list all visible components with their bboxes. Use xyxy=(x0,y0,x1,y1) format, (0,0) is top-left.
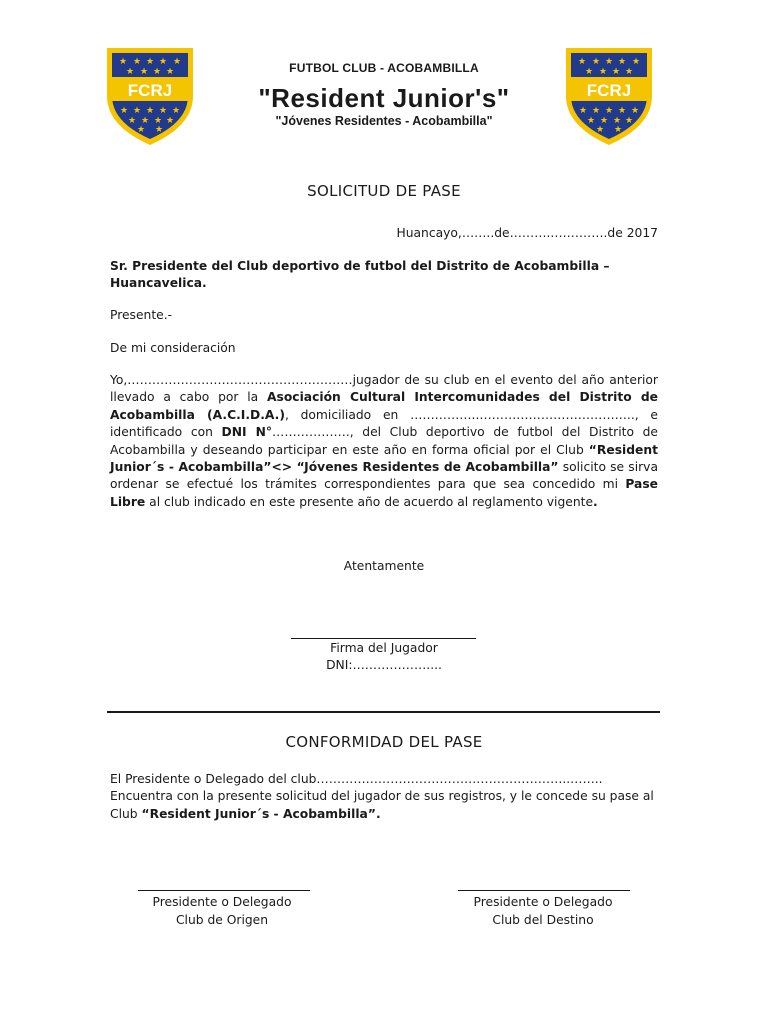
svg-text:★: ★ xyxy=(136,125,146,135)
conformidad-title: CONFORMIDAD DEL PASE xyxy=(285,733,483,751)
club-line: FUTBOL CLUB - ACOBAMBILLA xyxy=(289,61,479,75)
svg-text:★: ★ xyxy=(153,116,163,126)
svg-text:★: ★ xyxy=(125,67,135,77)
origin-role: Presidente o Delegado xyxy=(152,895,292,909)
consideracion-line: De mi consideración xyxy=(110,341,236,355)
crest-letters: FCRJ xyxy=(586,81,632,100)
club-subtitle: "Jóvenes Residentes - Acobambilla" xyxy=(275,114,493,128)
svg-text:★: ★ xyxy=(158,57,168,67)
svg-text:★: ★ xyxy=(165,116,175,126)
signature-line-origin xyxy=(138,890,310,891)
svg-text:★: ★ xyxy=(595,125,605,135)
dni-line: DNI:……………….... xyxy=(326,658,442,672)
destination-club: Club del Destino xyxy=(492,913,594,927)
signature-label: Firma del Jugador xyxy=(330,641,438,655)
svg-text:★: ★ xyxy=(577,57,587,67)
crest-letters: FCRJ xyxy=(127,81,173,100)
signature-line-destination xyxy=(458,890,630,891)
svg-text:★: ★ xyxy=(624,116,634,126)
svg-text:★: ★ xyxy=(586,116,596,126)
svg-text:★: ★ xyxy=(584,67,594,77)
svg-text:★: ★ xyxy=(172,57,182,67)
svg-text:★: ★ xyxy=(604,106,614,116)
player-signature-line xyxy=(291,638,476,639)
date-line: Huancayo,……..de………..………….de 2017 xyxy=(396,226,658,240)
conformidad-body: El Presidente o Delegado del club……………………………………………………..…….. Encuentra con la presente solicitud del jugador de sus registros, y le concede su pase al Club “Resident Junior´s - Acobambilla”. xyxy=(110,772,654,821)
svg-text:★: ★ xyxy=(139,67,149,77)
svg-text:★: ★ xyxy=(624,67,634,77)
origin-club: Club de Origen xyxy=(175,913,269,927)
solicitud-title: SOLICITUD DE PASE xyxy=(307,182,461,200)
svg-text:★: ★ xyxy=(132,57,142,67)
svg-text:★: ★ xyxy=(613,125,623,135)
section-divider xyxy=(107,711,660,713)
svg-text:★: ★ xyxy=(145,57,155,67)
svg-text:★: ★ xyxy=(591,106,601,116)
svg-text:★: ★ xyxy=(140,116,150,126)
svg-text:★: ★ xyxy=(127,116,137,126)
svg-text:★: ★ xyxy=(591,57,601,67)
signature-block-destination xyxy=(443,893,643,929)
svg-text:★: ★ xyxy=(119,106,129,116)
svg-text:★: ★ xyxy=(611,67,621,77)
presente-line: Presente.- xyxy=(110,308,173,322)
solicitud-body: Yo,………………………………………….……jugador de su club en el evento del año anterior llevado a cabo por la Asociación Cultural Intercomunidades del Distrito de Acobambilla (A.C.I.D.A.), domiciliado en ……………..……………………………….., e identificado con DNI N°………………., del Club deportivo de futbol del Distrito de Acobambilla y deseando participar en este año en forma oficial por el Club “Resident Junior´s - Acobambilla”<> “Jóvenes Residentes de Acobambilla” solicito se sirva ordenar se efectué los trámites correspondientes para que sea concedido mi Pase Libre al club indicado en este presente año de acuerdo al reglamento vigente. xyxy=(110,373,658,509)
svg-text:★: ★ xyxy=(578,106,588,116)
svg-text:★: ★ xyxy=(617,106,627,116)
svg-text:★: ★ xyxy=(118,57,128,67)
svg-text:★: ★ xyxy=(617,57,627,67)
addressee: Sr. Presidente del Club deportivo de futbol del Distrito de Acobambilla – Huancavelica. xyxy=(110,259,610,291)
svg-text:★: ★ xyxy=(630,106,640,116)
destination-role: Presidente o Delegado xyxy=(473,895,613,909)
svg-text:★: ★ xyxy=(631,57,641,67)
svg-text:★: ★ xyxy=(165,67,175,77)
svg-text:★: ★ xyxy=(604,57,614,67)
svg-text:★: ★ xyxy=(158,106,168,116)
svg-text:★: ★ xyxy=(171,106,181,116)
svg-text:★: ★ xyxy=(152,67,162,77)
svg-text:★: ★ xyxy=(132,106,142,116)
club-name: "Resident Junior's" xyxy=(258,83,510,113)
svg-text:★: ★ xyxy=(599,116,609,126)
svg-text:★: ★ xyxy=(154,125,164,135)
svg-text:★: ★ xyxy=(612,116,622,126)
svg-text:★: ★ xyxy=(145,106,155,116)
closing: Atentamente xyxy=(343,559,425,573)
svg-text:★: ★ xyxy=(598,67,608,77)
signature-block-origin xyxy=(122,893,322,929)
